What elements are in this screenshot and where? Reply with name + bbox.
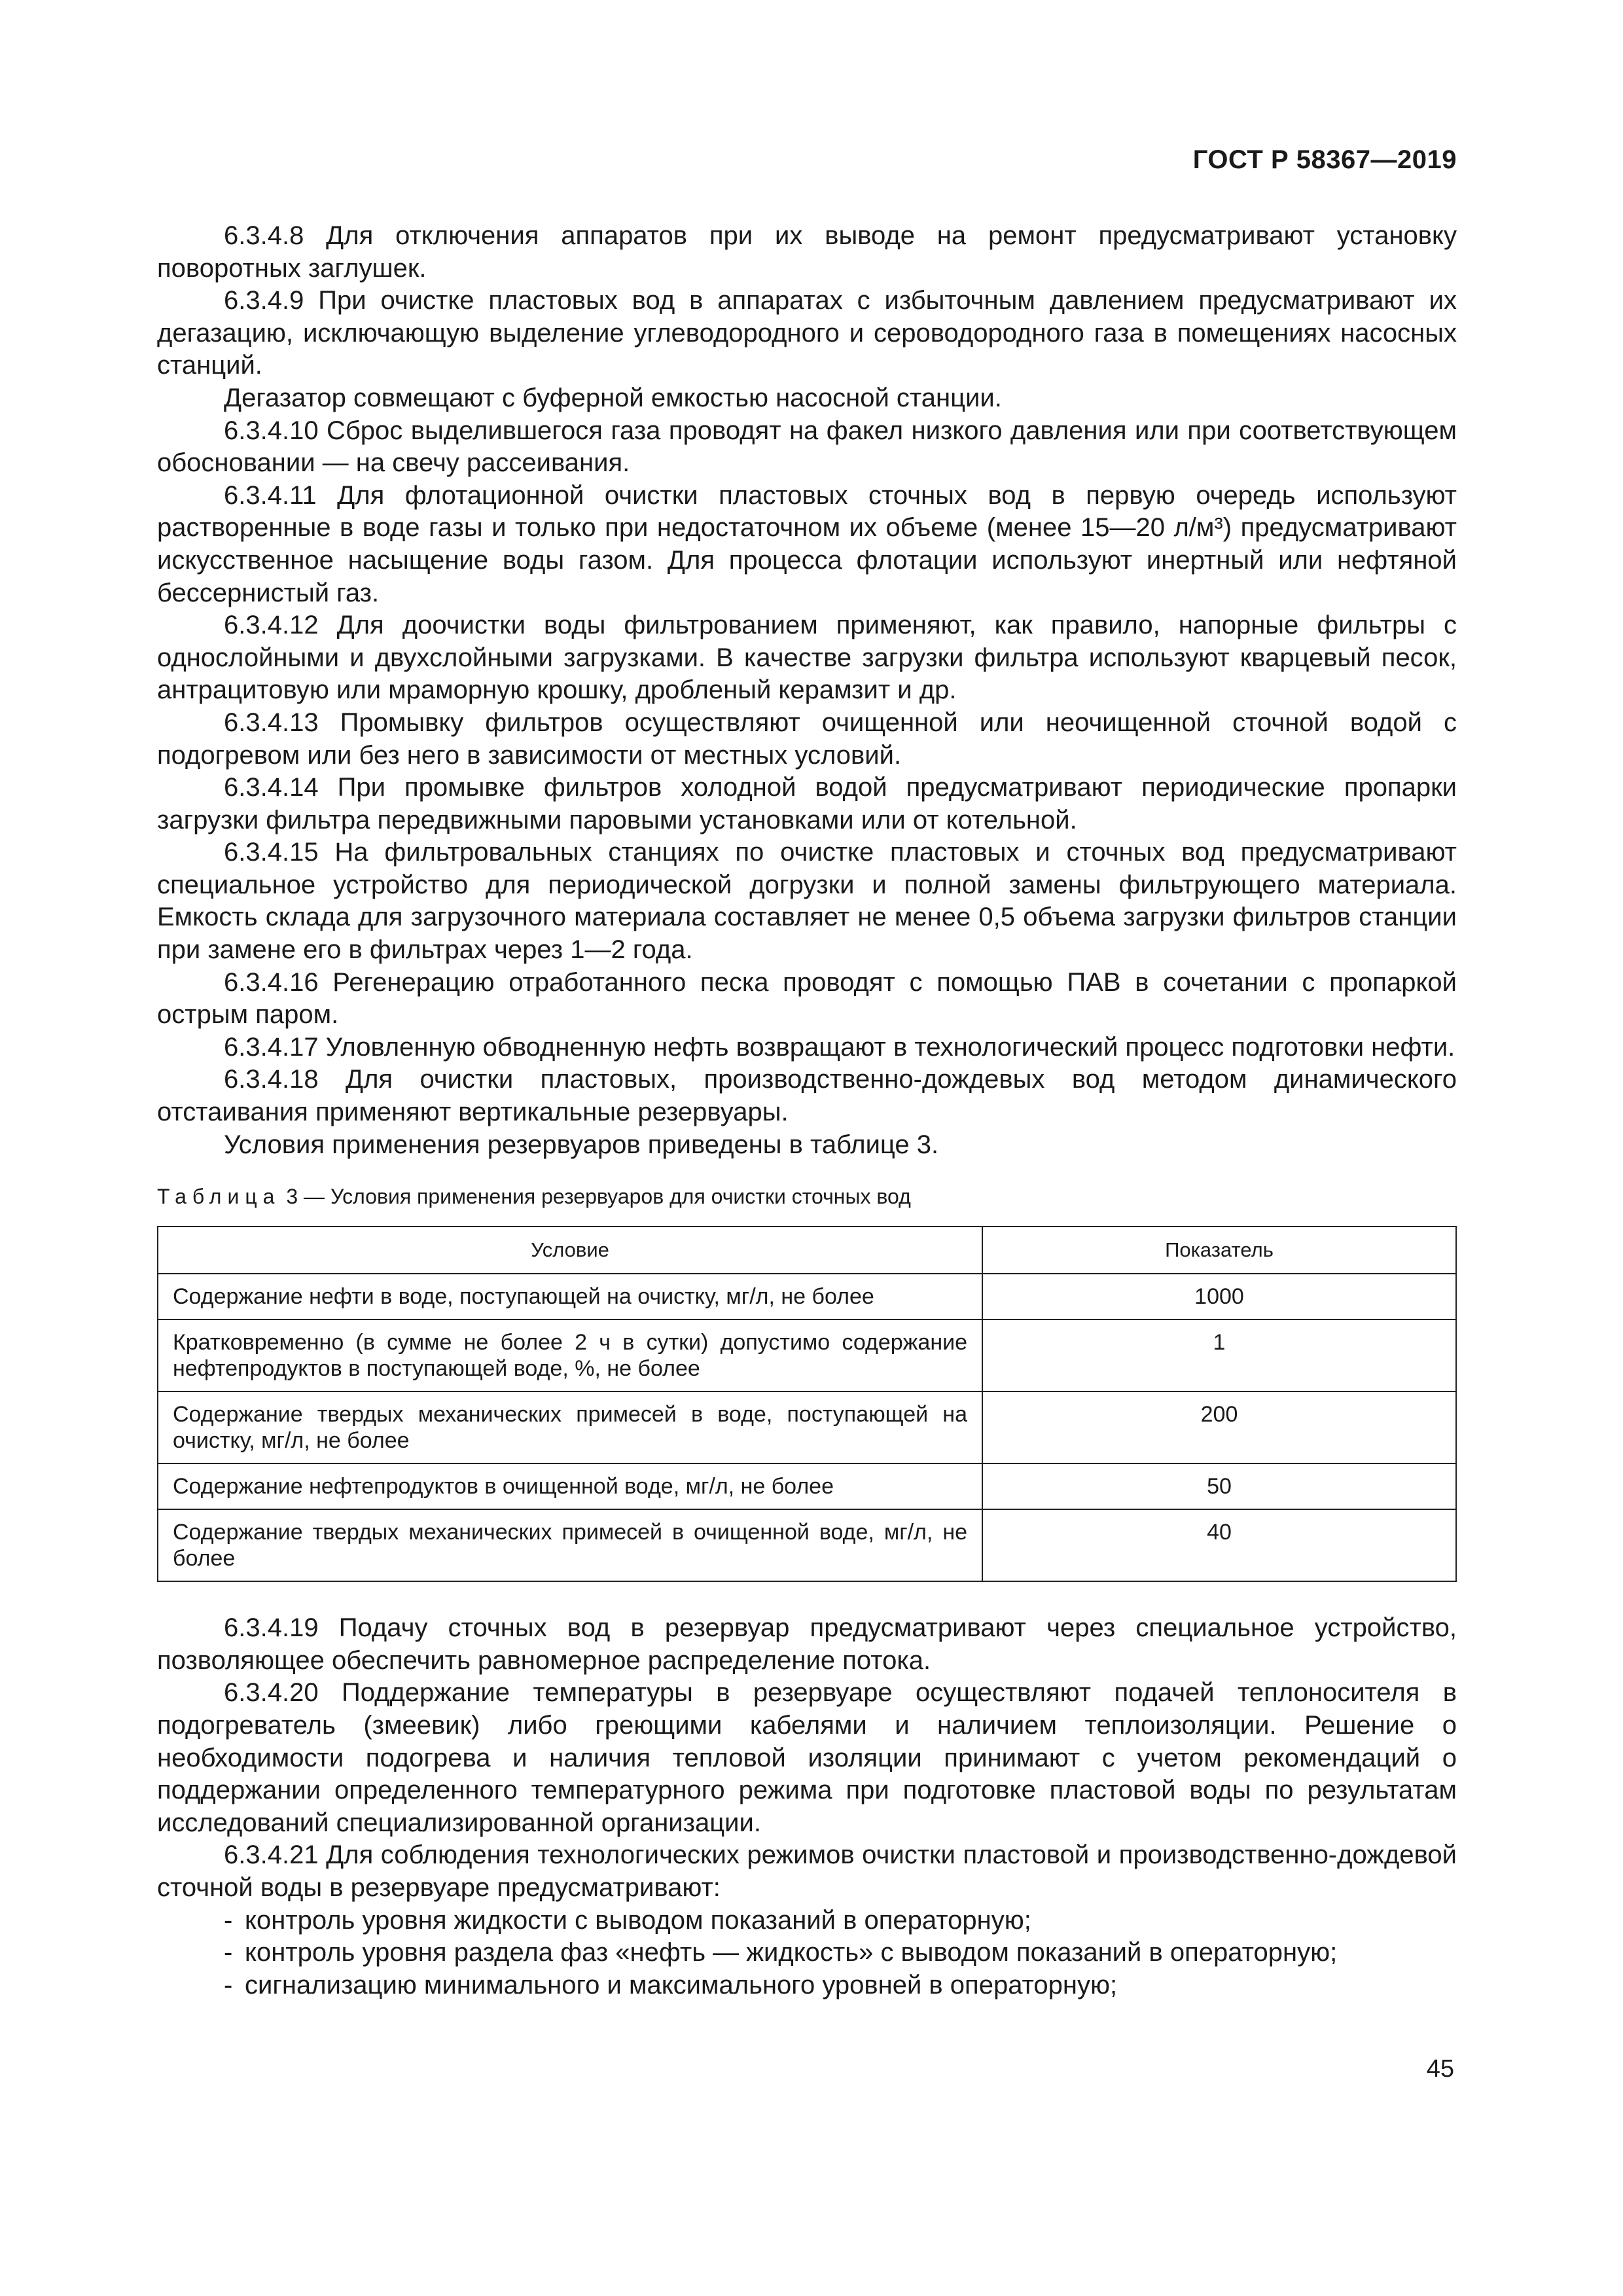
paragraph-6-3-4-16: 6.3.4.16 Регенерацию отработанного песка проводят с помощью ПАВ в сочетании с пропаркой острым паром.: [157, 967, 1457, 1030]
list-item: [157, 1905, 1457, 1937]
paragraph-6-3-4-8: 6.3.4.8 Для отключения аппаратов при их выводе на ремонт предусматривают установку поворотных заглушек.: [157, 221, 1457, 283]
column-header-condition: Условие: [158, 1227, 982, 1274]
paragraph-6-3-4-19: 6.3.4.19 Подачу сточных вод в резервуар предусматривают через специальное устройство, позволяющее обеспечить равномерное распределение потока.: [157, 1613, 1457, 1675]
page-number: 45: [1426, 2055, 1454, 2083]
table-row: [158, 1319, 1456, 1391]
list-item: [157, 1937, 1457, 1969]
table-cell-value: 200: [982, 1391, 1456, 1463]
paragraph-6-3-4-12: 6.3.4.12 Для доочистки воды фильтрованием применяют, как правило, напорные фильтры с однослойными и двухслойными загрузками. В качестве загрузки фильтра используют кварцевый песок, антрацитовую или мраморную крошку, дробленый керамзит и др.: [157, 611, 1457, 705]
table-caption-label: Таблица: [157, 1185, 281, 1209]
table-caption-text: 3 — Условия применения резервуаров для очистки сточных вод: [286, 1185, 911, 1209]
table-row: [158, 1509, 1456, 1581]
list-item: [157, 1969, 1457, 2002]
table-row: [158, 1391, 1456, 1463]
table-cell-condition: Содержание твердых механических примесей в воде, поступающей на очистку, мг/л, не более: [158, 1391, 982, 1463]
paragraph-degasser: Дегазатор совмещают с буферной емкостью насосной станции.: [224, 383, 1002, 412]
paragraph-6-3-4-18: 6.3.4.18 Для очистки пластовых, производственно-дождевых вод методом динамического отстаивания применяют вертикальные резервуары.: [157, 1065, 1457, 1127]
post-table-section: [157, 1612, 1457, 2001]
dash-bullet-icon: -: [224, 1970, 233, 2000]
list-item-text: сигнализацию минимального и максимального уровней в операторную;: [245, 1970, 1118, 2000]
table-header-row: [158, 1227, 1456, 1274]
paragraph-6-3-4-15: 6.3.4.15 На фильтровальных станциях по очистке пластовых и сточных вод предусматривают специальное устройство для периодической догрузки и полной замены фильтрующего материала. Емкость склада для загрузочного материала составляет не менее 0,5 объема загрузки фильтров станции при замене его в фильтрах через 1—2 года.: [157, 838, 1457, 965]
table-cell-value: 40: [982, 1509, 1456, 1581]
document-body: [157, 220, 1457, 2001]
dash-bullet-icon: -: [224, 1905, 233, 1935]
table-cell-condition: Содержание нефтепродуктов в очищенной воде, мг/л, не более: [158, 1463, 982, 1509]
table-cell-value: 50: [982, 1463, 1456, 1509]
paragraph-6-3-4-11: 6.3.4.11 Для флотационной очистки пластовых сточных вод в первую очередь используют растворенные в воде газы и только при недостаточном их объеме (менее 15—20 л/м³) предусматривают искусственное насыщение воды газом. Для процесса флотации используют инертный или нефтяной бессернистый газ.: [157, 480, 1457, 607]
paragraph-6-3-4-17: 6.3.4.17 Уловленную обводненную нефть возвращают в технологический процесс подготовки нефти.: [224, 1032, 1455, 1062]
paragraph-table-reference: Условия применения резервуаров приведены в таблице 3.: [224, 1130, 939, 1159]
paragraph-6-3-4-14: 6.3.4.14 При промывке фильтров холодной водой предусматривают периодические пропарки загрузки фильтра передвижными паровыми установками или от котельной.: [157, 773, 1457, 834]
list-item-text: контроль уровня жидкости с выводом показаний в операторную;: [245, 1905, 1031, 1935]
paragraph-6-3-4-10: 6.3.4.10 Сброс выделившегося газа проводят на факел низкого давления или при соответствующем обосновании — на свечу рассеивания.: [157, 416, 1457, 478]
table-cell-condition: Содержание твердых механических примесей в очищенной воде, мг/л, не более: [158, 1509, 982, 1581]
table-row: [158, 1463, 1456, 1509]
table-3-caption: [157, 1185, 1457, 1209]
paragraph-6-3-4-21: 6.3.4.21 Для соблюдения технологических режимов очистки пластовой и производственно-дождевой сточной воды в резервуаре предусматривают:: [157, 1840, 1457, 1902]
table-cell-value: 1000: [982, 1274, 1456, 1319]
list-item-text: контроль уровня раздела фаз «нефть — жидкость» с выводом показаний в операторную;: [245, 1938, 1338, 1967]
paragraph-6-3-4-13: 6.3.4.13 Промывку фильтров осуществляют очищенной или неочищенной сточной водой с подогревом или без него в зависимости от местных условий.: [157, 708, 1457, 770]
column-header-indicator: Показатель: [982, 1227, 1456, 1274]
paragraph-6-3-4-9: 6.3.4.9 При очистке пластовых вод в аппаратах с избыточным давлением предусматривают их дегазацию, исключающую выделение углеводородного и сероводородного газа в помещениях насосных станций.: [157, 286, 1457, 380]
table-cell-value: 1: [982, 1319, 1456, 1391]
table-cell-condition: Содержание нефти в воде, поступающей на очистку, мг/л, не более: [158, 1274, 982, 1319]
table-row: [158, 1274, 1456, 1319]
table-3: [157, 1226, 1457, 1582]
paragraph-6-3-4-20: 6.3.4.20 Поддержание температуры в резервуаре осуществляют подачей теплоносителя в подогреватель (змеевик) либо греющими кабелями и наличием теплоизоляции. Решение о необходимости подогрева и наличия тепловой изоляции принимают с учетом рекомендаций о поддержании определенного температурного режима при подготовке пластовой воды по результатам исследований специализированной организации.: [157, 1678, 1457, 1837]
table-cell-condition: Кратковременно (в сумме не более 2 ч в сутки) допустимо содержание нефтепродуктов в поступающей воде, %, не более: [158, 1319, 982, 1391]
document-code-header: ГОСТ Р 58367—2019: [1192, 145, 1457, 174]
dash-bullet-icon: -: [224, 1938, 233, 1967]
